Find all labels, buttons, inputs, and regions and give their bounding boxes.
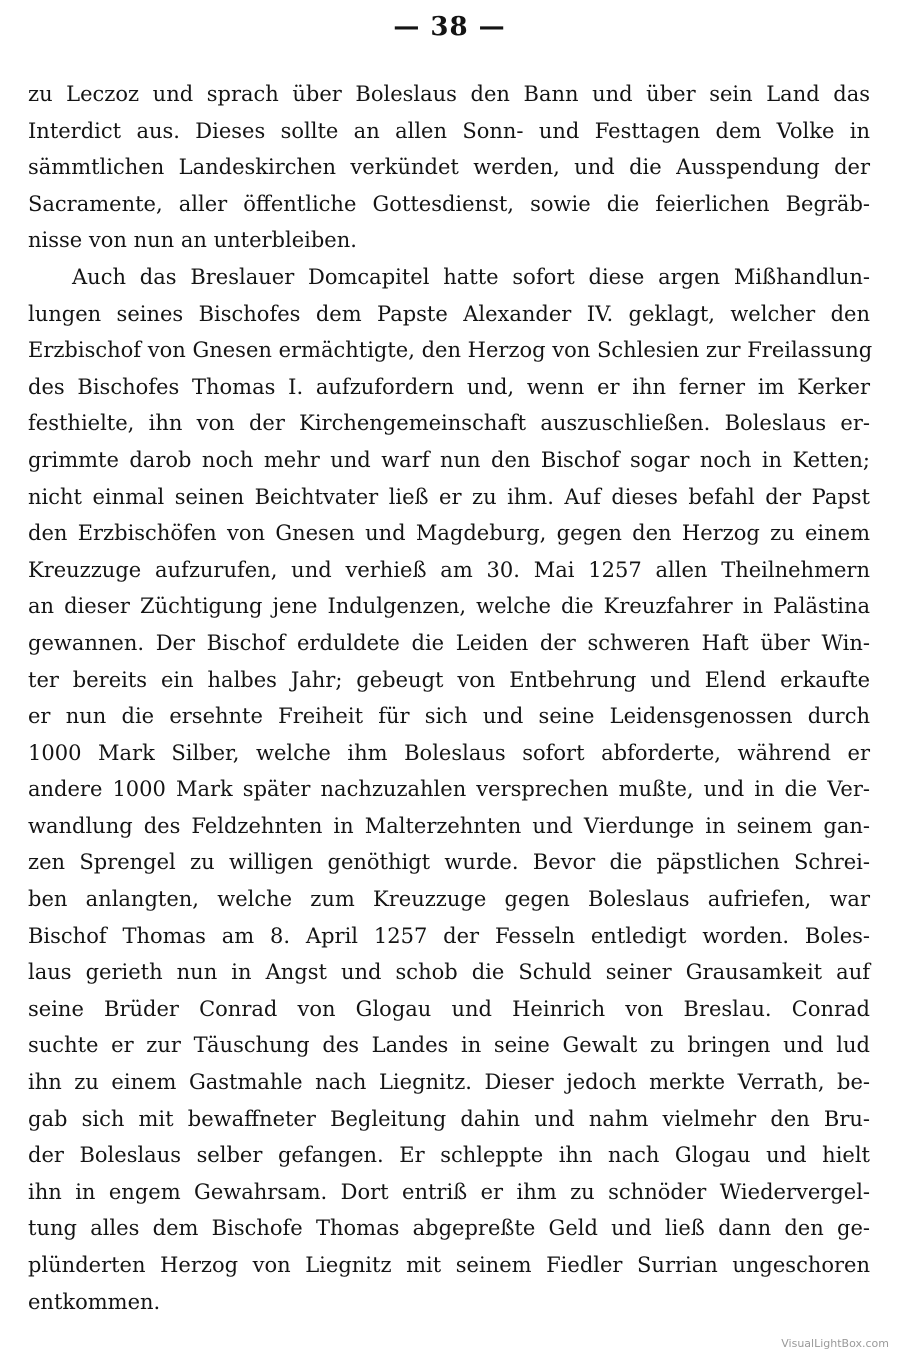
text-line: ihn in engem Gewahrsam. Dort entriß er ihm zu schnöder Wiedervergel- (28, 1179, 870, 1204)
text-line: zen Sprengel zu willigen genöthigt wurde. Bevor die päpstlichen Schrei- (28, 850, 870, 875)
text-line: Sacramente, aller öffentliche Gottesdienst, sowie die feierlichen Begräb- (28, 191, 870, 216)
text-line: er nun die ersehnte Freiheit für sich und seine Leidensgenossen durch (28, 704, 870, 729)
text-line: an dieser Züchtigung jene Indulgenzen, welche die Kreuzfahrer in Palästina (28, 594, 870, 619)
text-line: 1000 Mark Silber, welche ihm Boleslaus sofort abforderte, während er (28, 740, 870, 765)
text-line: ihn zu einem Gastmahle nach Liegnitz. Dieser jedoch merkte Verrath, be- (28, 1070, 870, 1095)
text-line: sämmtlichen Landeskirchen verkündet werden, und die Ausspendung der (28, 155, 870, 180)
text-line: der Boleslaus selber gefangen. Er schleppte ihn nach Glogau und hielt (28, 1143, 870, 1168)
text-line: nicht einmal seinen Beichtvater ließ er zu ihm. Auf dieses befahl der Papst (28, 484, 870, 509)
text-line: zu Leczoz und sprach über Boleslaus den Bann und über sein Land das (28, 82, 870, 106)
text-line: andere 1000 Mark später nachzuzahlen versprechen mußte, und in die Ver- (28, 777, 870, 802)
text-line: entkommen. (28, 1289, 161, 1314)
page-number: — 38 — (393, 12, 506, 42)
text-line: ter bereits ein halbes Jahr; gebeugt von Entbehrung und Elend erkaufte (28, 667, 870, 692)
paragraph (28, 259, 873, 1320)
text-line: lungen seines Bischofes dem Papste Alexander IV. geklagt, welcher den (28, 301, 870, 326)
text-line: grimmte darob noch mehr und warf nun den Bischof sogar noch in Ketten; (28, 447, 870, 472)
watermark: VisualLightBox.com (781, 1337, 889, 1350)
text-line: Kreuzzuge aufzurufen, und verhieß am 30. Mai 1257 allen Theilnehmern (28, 557, 870, 582)
text-line: gewannen. Der Bischof erduldete die Leiden der schweren Haft über Win- (28, 630, 870, 655)
text-line: laus gerieth nun in Angst und schob die Schuld seiner Grausamkeit auf (28, 960, 870, 985)
text-line: wandlung des Feldzehnten in Malterzehnten und Vierdunge in seinem gan- (28, 813, 870, 838)
text-line: festhielte, ihn von der Kirchengemeinschaft auszuschließen. Boleslaus er- (28, 411, 870, 436)
text-line: des Bischofes Thomas I. aufzufordern und, wenn er ihn ferner im Kerker (28, 374, 870, 399)
text-line: ben anlangten, welche zum Kreuzzuge gegen Boleslaus aufriefen, war (28, 887, 870, 912)
paragraph (28, 76, 870, 259)
text-line: Erzbischof von Gnesen ermächtigte, den Herzog von Schlesien zur Freilassung (28, 338, 873, 363)
text-line: seine Brüder Conrad von Glogau und Heinrich von Breslau. Conrad (28, 996, 870, 1021)
text-line: nisse von nun an unterbleiben. (28, 228, 357, 253)
text-line: Bischof Thomas am 8. April 1257 der Fesseln entledigt worden. Boles- (28, 923, 870, 948)
text-line: Auch das Breslauer Domcapitel hatte sofort diese argen Mißhandlun- (72, 264, 870, 289)
text-line: tung alles dem Bischofe Thomas abgepreßte Geld und ließ dann den ge- (28, 1216, 870, 1241)
text-line: Interdict aus. Dieses sollte an allen Sonn- und Festtagen dem Volke in (28, 118, 870, 143)
text-line: plünderten Herzog von Liegnitz mit seinem Fiedler Surrian ungeschoren (28, 1253, 870, 1277)
text-line: suchte er zur Täuschung des Landes in seine Gewalt zu bringen und lud (28, 1033, 870, 1058)
text-line: den Erzbischöfen von Gnesen und Magdeburg, gegen den Herzog zu einem (28, 521, 870, 546)
body-text (28, 76, 873, 1320)
text-line: gab sich mit bewaffneter Begleitung dahin und nahm vielmehr den Bru- (28, 1106, 870, 1131)
